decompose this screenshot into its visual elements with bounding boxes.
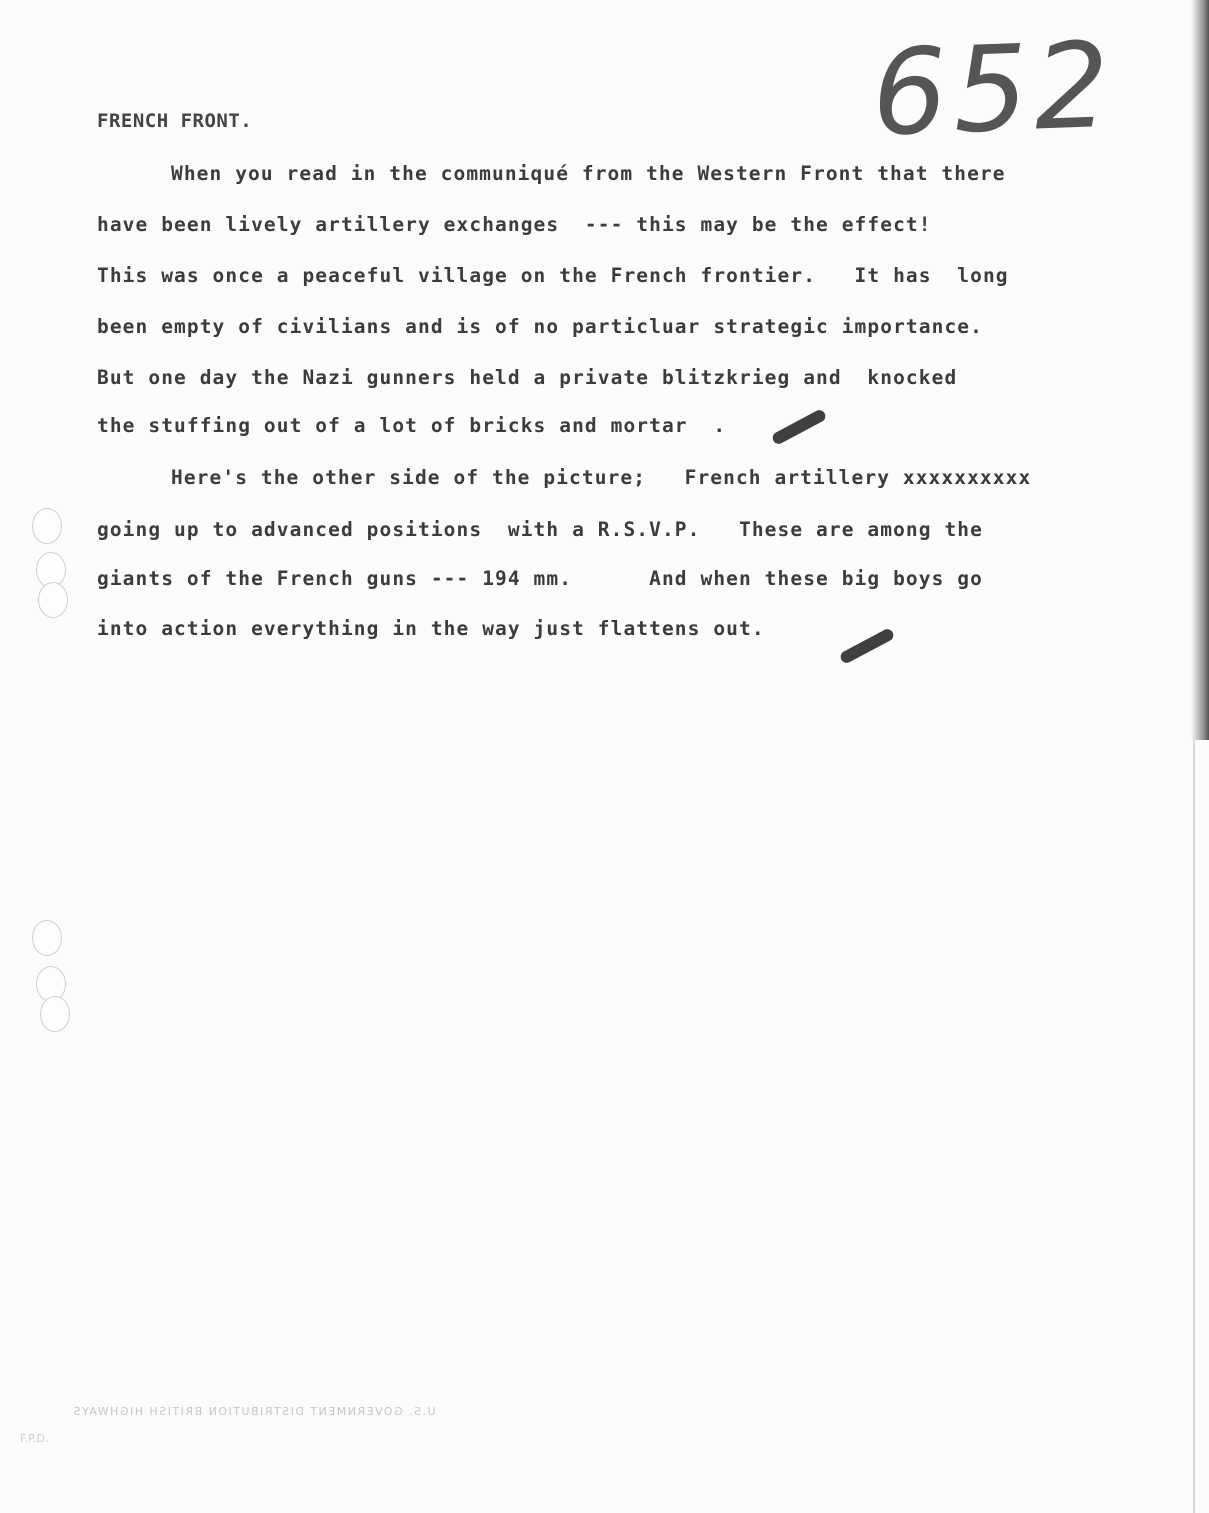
handwritten-page-number: 652 [869, 15, 1118, 163]
ink-correction-mark-1 [771, 408, 828, 446]
punch-hole-6 [40, 996, 70, 1032]
footer-mark: F.P.D. [20, 1432, 49, 1445]
punch-hole-3 [38, 582, 68, 618]
text-line-2: have been lively artillery exchanges --- this may be the effect! [97, 213, 932, 236]
text-line-4: been empty of civilians and is of no particluar strategic importance. [97, 315, 983, 338]
text-line-9: giants of the French guns --- 194 mm. And when these big boys go [97, 567, 983, 590]
page-edge-line [1193, 740, 1195, 1513]
page-edge-shadow [1191, 0, 1209, 740]
ink-correction-mark-2 [839, 627, 896, 665]
text-line-5: But one day the Nazi gunners held a private blitzkrieg and knocked [97, 366, 958, 389]
text-line-6: the stuffing out of a lot of bricks and mortar . [97, 414, 727, 437]
text-line-10: into action everything in the way just flattens out. [97, 617, 765, 640]
punch-hole-1 [32, 508, 62, 544]
punch-hole-4 [32, 920, 62, 956]
text-line-1: When you read in the communiqué from the Western Front that there [171, 162, 1006, 185]
document-heading: FRENCH FRONT. [97, 110, 253, 132]
text-line-3: This was once a peaceful village on the French frontier. It has long [97, 264, 1009, 287]
text-line-7: Here's the other side of the picture; French artillery xxxxxxxxxx [171, 466, 1032, 489]
text-line-8: going up to advanced positions with a R.S.V.P. These are among the [97, 518, 983, 541]
footer-stamp: U.S. GOVERNMENT DISTRIBUTION BRITISH HIGHWAYS [72, 1405, 436, 1418]
